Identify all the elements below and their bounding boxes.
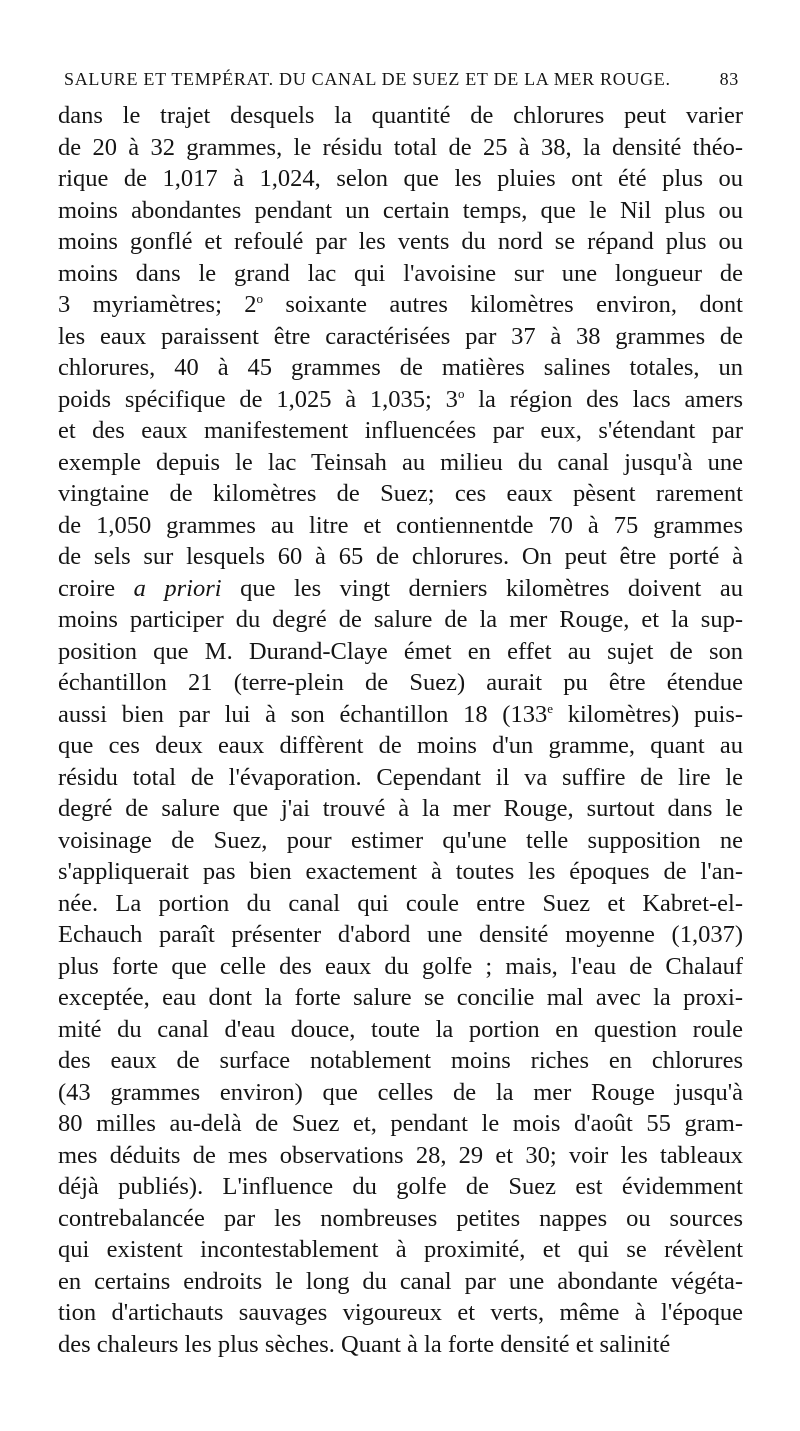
- text-line: [58, 856, 743, 888]
- text-line: [58, 478, 743, 510]
- text-line: [58, 100, 743, 132]
- text-segment: des eaux de surface notablement moins riches en chlorures: [58, 1047, 743, 1074]
- text-segment: mes déduits de mes observations 28, 29 et 30; voir les tableaux: [58, 1141, 743, 1169]
- text-segment: de sels sur lesquels 60 à 65 de chlorures. On peut être porté à: [58, 543, 743, 570]
- text-segment: aussi bien par lui à son échantillon 18 (133: [58, 700, 548, 728]
- text-line: [58, 793, 743, 825]
- running-title: SALURE ET TEMPÉRAT. DU CANAL DE SUEZ ET DE LA MER ROUGE.: [64, 69, 671, 89]
- text-line: [58, 352, 743, 384]
- text-segment: exceptée, eau dont la forte salure se concilie mal avec la proxi-: [58, 984, 743, 1011]
- text-line: [58, 415, 743, 447]
- text-line: [58, 1045, 743, 1077]
- text-line: [58, 195, 743, 227]
- text-segment: qui existent incontestablement à proximité, et qui se révèlent: [58, 1236, 743, 1263]
- text-line: [58, 699, 743, 731]
- text-line: [58, 1140, 743, 1172]
- text-line: [58, 1171, 743, 1203]
- text-line: [58, 825, 743, 857]
- text-segment: 80 milles au-delà de Suez et, pendant le mois d'août 55 gram-: [58, 1110, 743, 1137]
- text-segment: échantillon 21 (terre-plein de Suez) aurait pu être étendue: [58, 669, 743, 696]
- text-line: [58, 447, 743, 479]
- text-segment: poids spécifique de 1,025 à 1,035; 3: [58, 385, 458, 413]
- text-segment: croire: [58, 574, 134, 602]
- italic-phrase: a priori: [133, 574, 222, 602]
- text-segment: déjà publiés). L'influence du golfe de Suez est évidemment: [58, 1173, 743, 1200]
- text-segment: dans le trajet desquels la quantité de chlorures peut varier: [58, 102, 743, 129]
- text-segment: moins participer du degré de salure de la mer Rouge, et la sup-: [58, 606, 743, 633]
- text-segment: née. La portion du canal qui coule entre Suez et Kabret-el-: [58, 889, 743, 917]
- text-segment: moins gonflé et refoulé par les vents du nord se répand plus ou: [58, 228, 743, 255]
- text-line: [58, 604, 743, 636]
- text-segment: des chaleurs les plus sèches. Quant à la forte densité et salinité: [58, 1330, 671, 1358]
- text-segment: tion d'artichauts sauvages vigoureux et verts, même à l'époque: [58, 1299, 743, 1326]
- text-line: [58, 888, 743, 920]
- text-line: [58, 289, 743, 321]
- text-segment: Echauch paraît présenter d'abord une densité moyenne (1,037): [58, 921, 743, 948]
- text-line: [58, 982, 743, 1014]
- text-line: [58, 573, 743, 605]
- superscript: o: [457, 385, 465, 401]
- text-line: [58, 132, 743, 164]
- text-segment: mité du canal d'eau douce, toute la portion en question roule: [58, 1015, 743, 1043]
- text-line: [58, 1108, 743, 1140]
- text-segment: 3 myriamètres; 2: [58, 291, 257, 318]
- text-segment: position que M. Durand-Claye émet en effet au sujet de son: [58, 637, 743, 665]
- text-segment: contrebalancée par les nombreuses petites nappes ou sources: [58, 1204, 743, 1232]
- text-segment: plus forte que celle des eaux du golfe ; mais, l'eau de Chalauf: [58, 952, 743, 980]
- text-segment: résidu total de l'évaporation. Cependant il va suffire de lire le: [58, 763, 743, 791]
- text-line: [58, 163, 743, 195]
- text-segment: de 1,050 grammes au litre et contiennentde 70 à 75 grammes: [58, 511, 743, 539]
- text-segment: chlorures, 40 à 45 grammes de matières salines totales, un: [58, 354, 743, 381]
- text-line: [58, 1297, 743, 1329]
- text-line: [58, 384, 743, 416]
- text-segment: moins dans le grand lac qui l'avoisine sur une longueur de: [58, 259, 743, 287]
- text-line: [58, 762, 743, 794]
- text-segment: moins abondantes pendant un certain temps, que le Nil plus ou: [58, 196, 743, 224]
- text-segment: en certains endroits le long du canal par une abondante végéta-: [58, 1267, 743, 1295]
- text-line: [58, 1203, 743, 1235]
- text-segment: degré de salure que j'ai trouvé à la mer Rouge, surtout dans le: [58, 795, 743, 822]
- text-segment: kilomètres) puis-: [553, 700, 743, 728]
- text-line: [58, 636, 743, 668]
- text-segment: s'appliquerait pas bien exactement à toutes les époques de l'an-: [58, 858, 743, 885]
- text-segment: que les vingt derniers kilomètres doivent au: [221, 574, 743, 602]
- text-segment: les eaux paraissent être caractérisées par 37 à 38 grammes de: [58, 322, 743, 350]
- page-number: 83: [719, 69, 739, 89]
- text-segment: voisinage de Suez, pour estimer qu'une telle supposition ne: [58, 826, 743, 854]
- text-line: [58, 1266, 743, 1298]
- text-line: [58, 258, 743, 290]
- text-segment: (43 grammes environ) que celles de la mer Rouge jusqu'à: [58, 1078, 743, 1106]
- text-line: [58, 919, 743, 951]
- text-line: [58, 730, 743, 762]
- book-page: [58, 62, 743, 1360]
- text-line: [58, 667, 743, 699]
- running-head: [58, 62, 743, 96]
- text-segment: la région des lacs amers: [464, 385, 743, 413]
- text-line: [58, 1014, 743, 1046]
- body-text: [58, 100, 743, 1360]
- text-line: [58, 321, 743, 353]
- superscript: e: [547, 700, 553, 716]
- superscript: o: [256, 290, 264, 306]
- text-line: [58, 541, 743, 573]
- text-segment: que ces deux eaux diffèrent de moins d'un gramme, quant au: [58, 732, 743, 759]
- text-segment: exemple depuis le lac Teinsah au milieu du canal jusqu'à une: [58, 448, 743, 476]
- text-segment: de 20 à 32 grammes, le résidu total de 25 à 38, la densité théo-: [58, 133, 743, 161]
- text-segment: vingtaine de kilomètres de Suez; ces eaux pèsent rarement: [58, 480, 743, 507]
- text-segment: soixante autres kilomètres environ, dont: [263, 291, 743, 318]
- text-line: [58, 1234, 743, 1266]
- text-line: [58, 951, 743, 983]
- text-line: [58, 1329, 743, 1361]
- text-segment: rique de 1,017 à 1,024, selon que les pluies ont été plus ou: [58, 165, 743, 192]
- text-segment: et des eaux manifestement influencées par eux, s'étendant par: [58, 417, 743, 444]
- text-line: [58, 510, 743, 542]
- text-line: [58, 1077, 743, 1109]
- text-line: [58, 226, 743, 258]
